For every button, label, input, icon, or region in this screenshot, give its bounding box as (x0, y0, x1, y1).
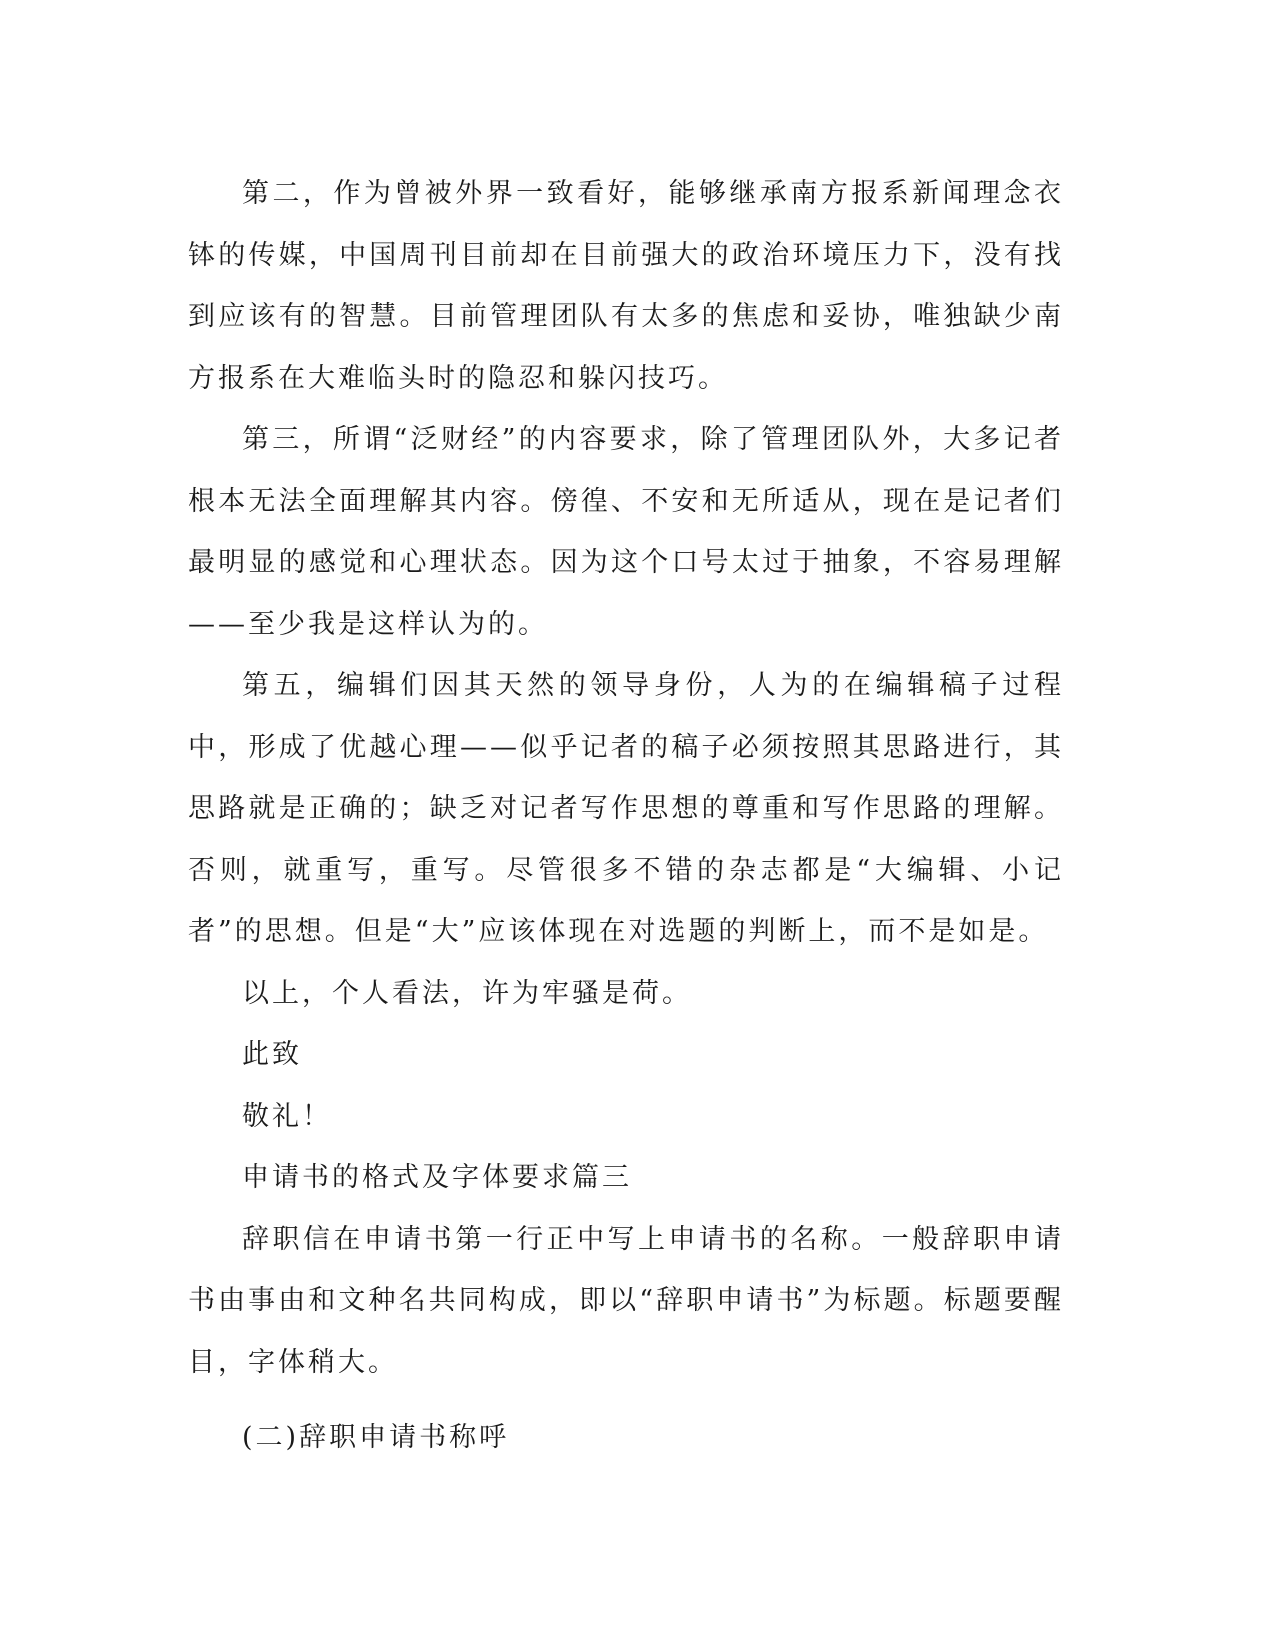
section-heading: 申请书的格式及字体要求篇三 (242, 1162, 632, 1193)
paragraph-title-format: 辞职信在申请书第一行正中写上申请书的名称。一般辞职申请书由事由和文种名共同构成，即以“辞职申请书”为标题。标题要醒目，字体稍大。 (188, 1223, 1064, 1378)
paragraph-third-point: 第三，所谓“泛财经”的内容要求，除了管理团队外，大多记者根本无法全面理解其内容。傍徨、不安和无所适从，现在是记者们最明显的感觉和心理状态。因为这个口号太过于抽象，不容易理解——至少我是这样认为的。 (188, 424, 1064, 640)
paragraph-salutation: 此致 (242, 1039, 302, 1070)
paragraph-second-point: 第二，作为曾被外界一致看好，能够继承南方报系新闻理念衣钵的传媒，中国周刊目前却在目前强大的政治环境压力下，没有找到应该有的智慧。目前管理团队有太多的焦虑和妥协，唯独缺少南方报系在大难临头时的隐忍和躲闪技巧。 (188, 178, 1064, 394)
paragraph-closing-remark: 以上，个人看法，许为牢骚是荷。 (242, 977, 692, 1009)
subsection-heading: (二)辞职申请书称呼 (242, 1422, 510, 1453)
document-body (188, 163, 1064, 1469)
paragraph-fifth-point: 第五，编辑们因其天然的领导身份，人为的在编辑稿子过程中，形成了优越心理——似乎记者的稿子必须按照其思路进行，其思路就是正确的；缺乏对记者写作思想的尊重和写作思路的理解。否则，就重写，重写。尽管很多不错的杂志都是“大编辑、小记者”的思想。但是“大”应该体现在对选题的判断上，而不是如是。 (188, 670, 1064, 947)
paragraph-regards: 敬礼！ (242, 1100, 332, 1132)
